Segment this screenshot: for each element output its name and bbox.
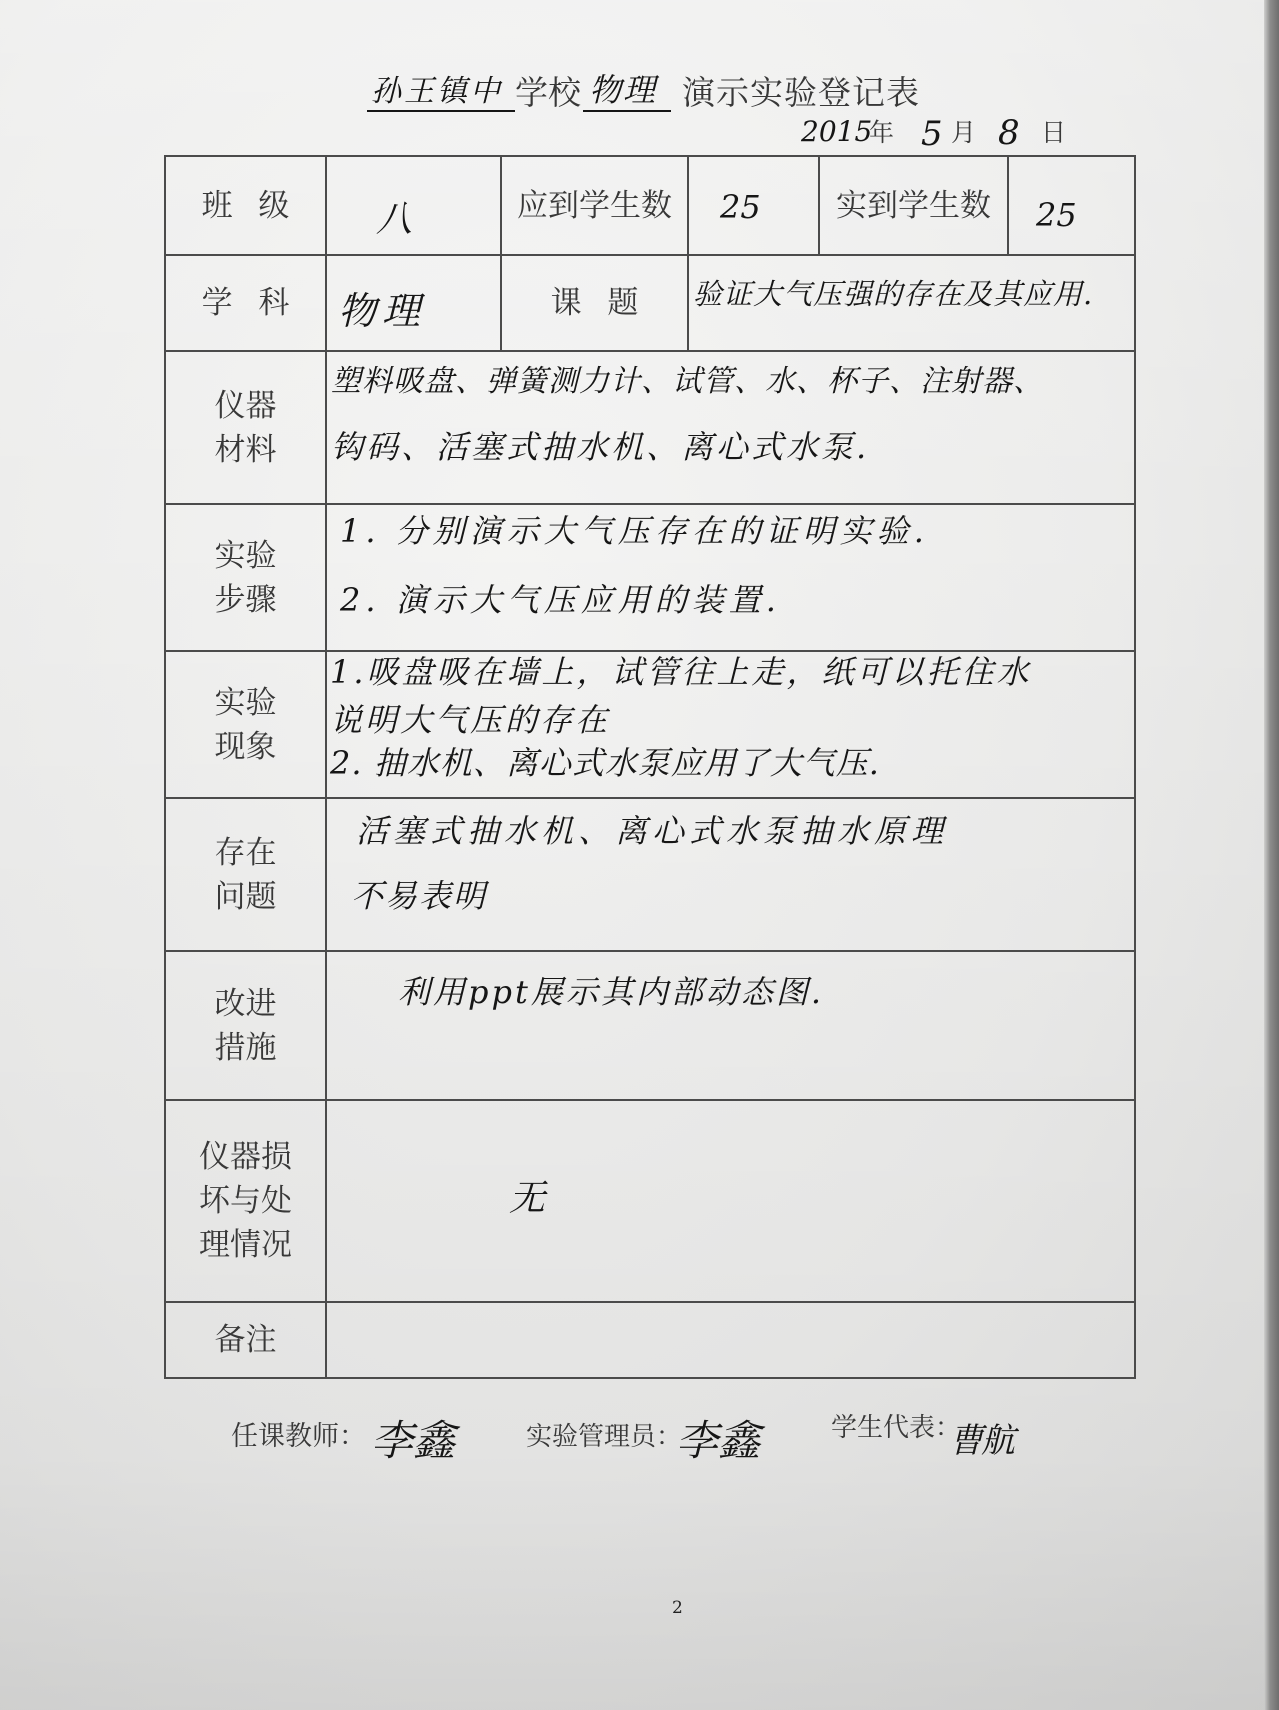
class-value: 八 xyxy=(376,199,413,240)
observation-label-cell xyxy=(166,652,327,799)
equipment-content-cell xyxy=(327,352,1136,505)
issues-line: 活塞式抽水机、离心式水泵抽水原理 xyxy=(356,812,949,850)
lab-admin-label: 实验管理员： xyxy=(526,1422,683,1452)
topic-value-cell xyxy=(689,256,1136,352)
lab-admin-signature: 李鑫 xyxy=(676,1416,761,1465)
school-suffix: 学校 xyxy=(515,73,581,112)
observation-line: 2. 抽水机、离心式水泵应用了大气压. xyxy=(330,744,880,782)
remarks-label-cell xyxy=(166,1303,327,1379)
class-label: 班 级 xyxy=(201,187,290,224)
equipment-line: 钩码、活塞式抽水机、离心式水泵. xyxy=(331,428,870,466)
school-name-handwritten: 孙王镇中 xyxy=(371,74,503,109)
observation-line: 说明大气压的存在 xyxy=(330,701,611,739)
date-day-unit: 日 xyxy=(1041,118,1067,147)
topic-label-cell xyxy=(502,256,689,352)
form-title: 演示实验登记表 xyxy=(682,73,920,112)
equipment-line: 塑料吸盘、弹簧测力计、试管、水、杯子、注射器、 xyxy=(331,364,1044,399)
procedure-label-line: 步骤 xyxy=(214,581,277,618)
procedure-line: 1. 分别演示大气压存在的证明实验. xyxy=(340,512,929,550)
issues-label-line: 存在 xyxy=(214,834,277,871)
issues-label-line: 问题 xyxy=(214,878,277,915)
subject-handwritten: 物理 xyxy=(589,71,658,109)
actual-students-value-cell xyxy=(1009,157,1136,256)
expected-students-value: 25 xyxy=(720,188,761,226)
subject-label: 学 科 xyxy=(201,285,290,321)
damage-label-cell xyxy=(166,1101,327,1303)
observation-content-cell xyxy=(327,652,1136,799)
student-rep-signature: 曹航 xyxy=(949,1421,1013,1461)
subject-label-cell xyxy=(166,256,327,352)
expected-students-label-cell xyxy=(502,157,689,256)
school-name-underline xyxy=(367,110,515,112)
class-value-cell xyxy=(327,157,502,256)
subject-underline xyxy=(583,110,671,112)
improvement-label-cell xyxy=(166,952,327,1101)
topic-value: 验证大气压强的存在及其应用. xyxy=(693,277,1094,311)
class-label-cell xyxy=(166,157,327,256)
equipment-label-cell xyxy=(166,352,327,505)
remarks-content-cell xyxy=(327,1303,1136,1379)
actual-students-label: 实到学生数 xyxy=(836,187,991,224)
actual-students-value: 25 xyxy=(1036,196,1077,234)
improvement-label-line: 改进 xyxy=(214,985,277,1022)
teacher-signature: 李鑫 xyxy=(371,1416,456,1465)
remarks-label: 备注 xyxy=(214,1322,277,1358)
teacher-label: 任课教师： xyxy=(231,1421,366,1452)
issues-label-cell xyxy=(166,799,327,952)
expected-students-value-cell xyxy=(689,157,820,256)
improvement-content-cell xyxy=(327,952,1136,1101)
page-number: 2 xyxy=(672,1598,683,1618)
equipment-label-line: 仪器 xyxy=(214,387,277,424)
subject-value: 物理 xyxy=(338,289,427,333)
issues-content-cell xyxy=(327,799,1136,952)
damage-label-line: 仪器损 xyxy=(199,1139,292,1175)
date-year-unit: 年 xyxy=(869,118,895,147)
date-day: 8 xyxy=(998,113,1020,153)
equipment-label-line: 材料 xyxy=(214,431,277,468)
damage-label-line: 理情况 xyxy=(199,1227,292,1263)
date-year: 2015 xyxy=(801,115,873,148)
subject-value-cell xyxy=(327,256,502,352)
observation-label-line: 现象 xyxy=(214,728,277,765)
procedure-label-cell xyxy=(166,505,327,652)
improvement-line: 利用ppt展示其内部动态图. xyxy=(398,973,825,1011)
damage-label-line: 坏与处 xyxy=(199,1183,292,1219)
student-rep-label: 学生代表： xyxy=(831,1413,962,1443)
procedure-label-line: 实验 xyxy=(214,537,277,574)
procedure-line: 2. 演示大气压应用的装置. xyxy=(340,581,781,619)
table-surface-edge xyxy=(1264,0,1279,1710)
procedure-content-cell xyxy=(327,505,1136,652)
topic-label: 课 题 xyxy=(550,285,639,321)
damage-value: 无 xyxy=(509,1178,546,1219)
expected-students-label: 应到学生数 xyxy=(517,187,672,224)
observation-line: 1.吸盘吸在墙上，试管往上走，纸可以托住水 xyxy=(330,653,1032,691)
issues-line: 不易表明 xyxy=(351,877,488,915)
registration-table xyxy=(164,155,1136,1379)
damage-content-cell xyxy=(327,1101,1136,1303)
observation-label-line: 实验 xyxy=(214,684,277,721)
date-month: 5 xyxy=(921,114,943,154)
improvement-label-line: 措施 xyxy=(214,1029,277,1066)
date-month-unit: 月 xyxy=(951,118,977,147)
actual-students-label-cell xyxy=(820,157,1009,256)
